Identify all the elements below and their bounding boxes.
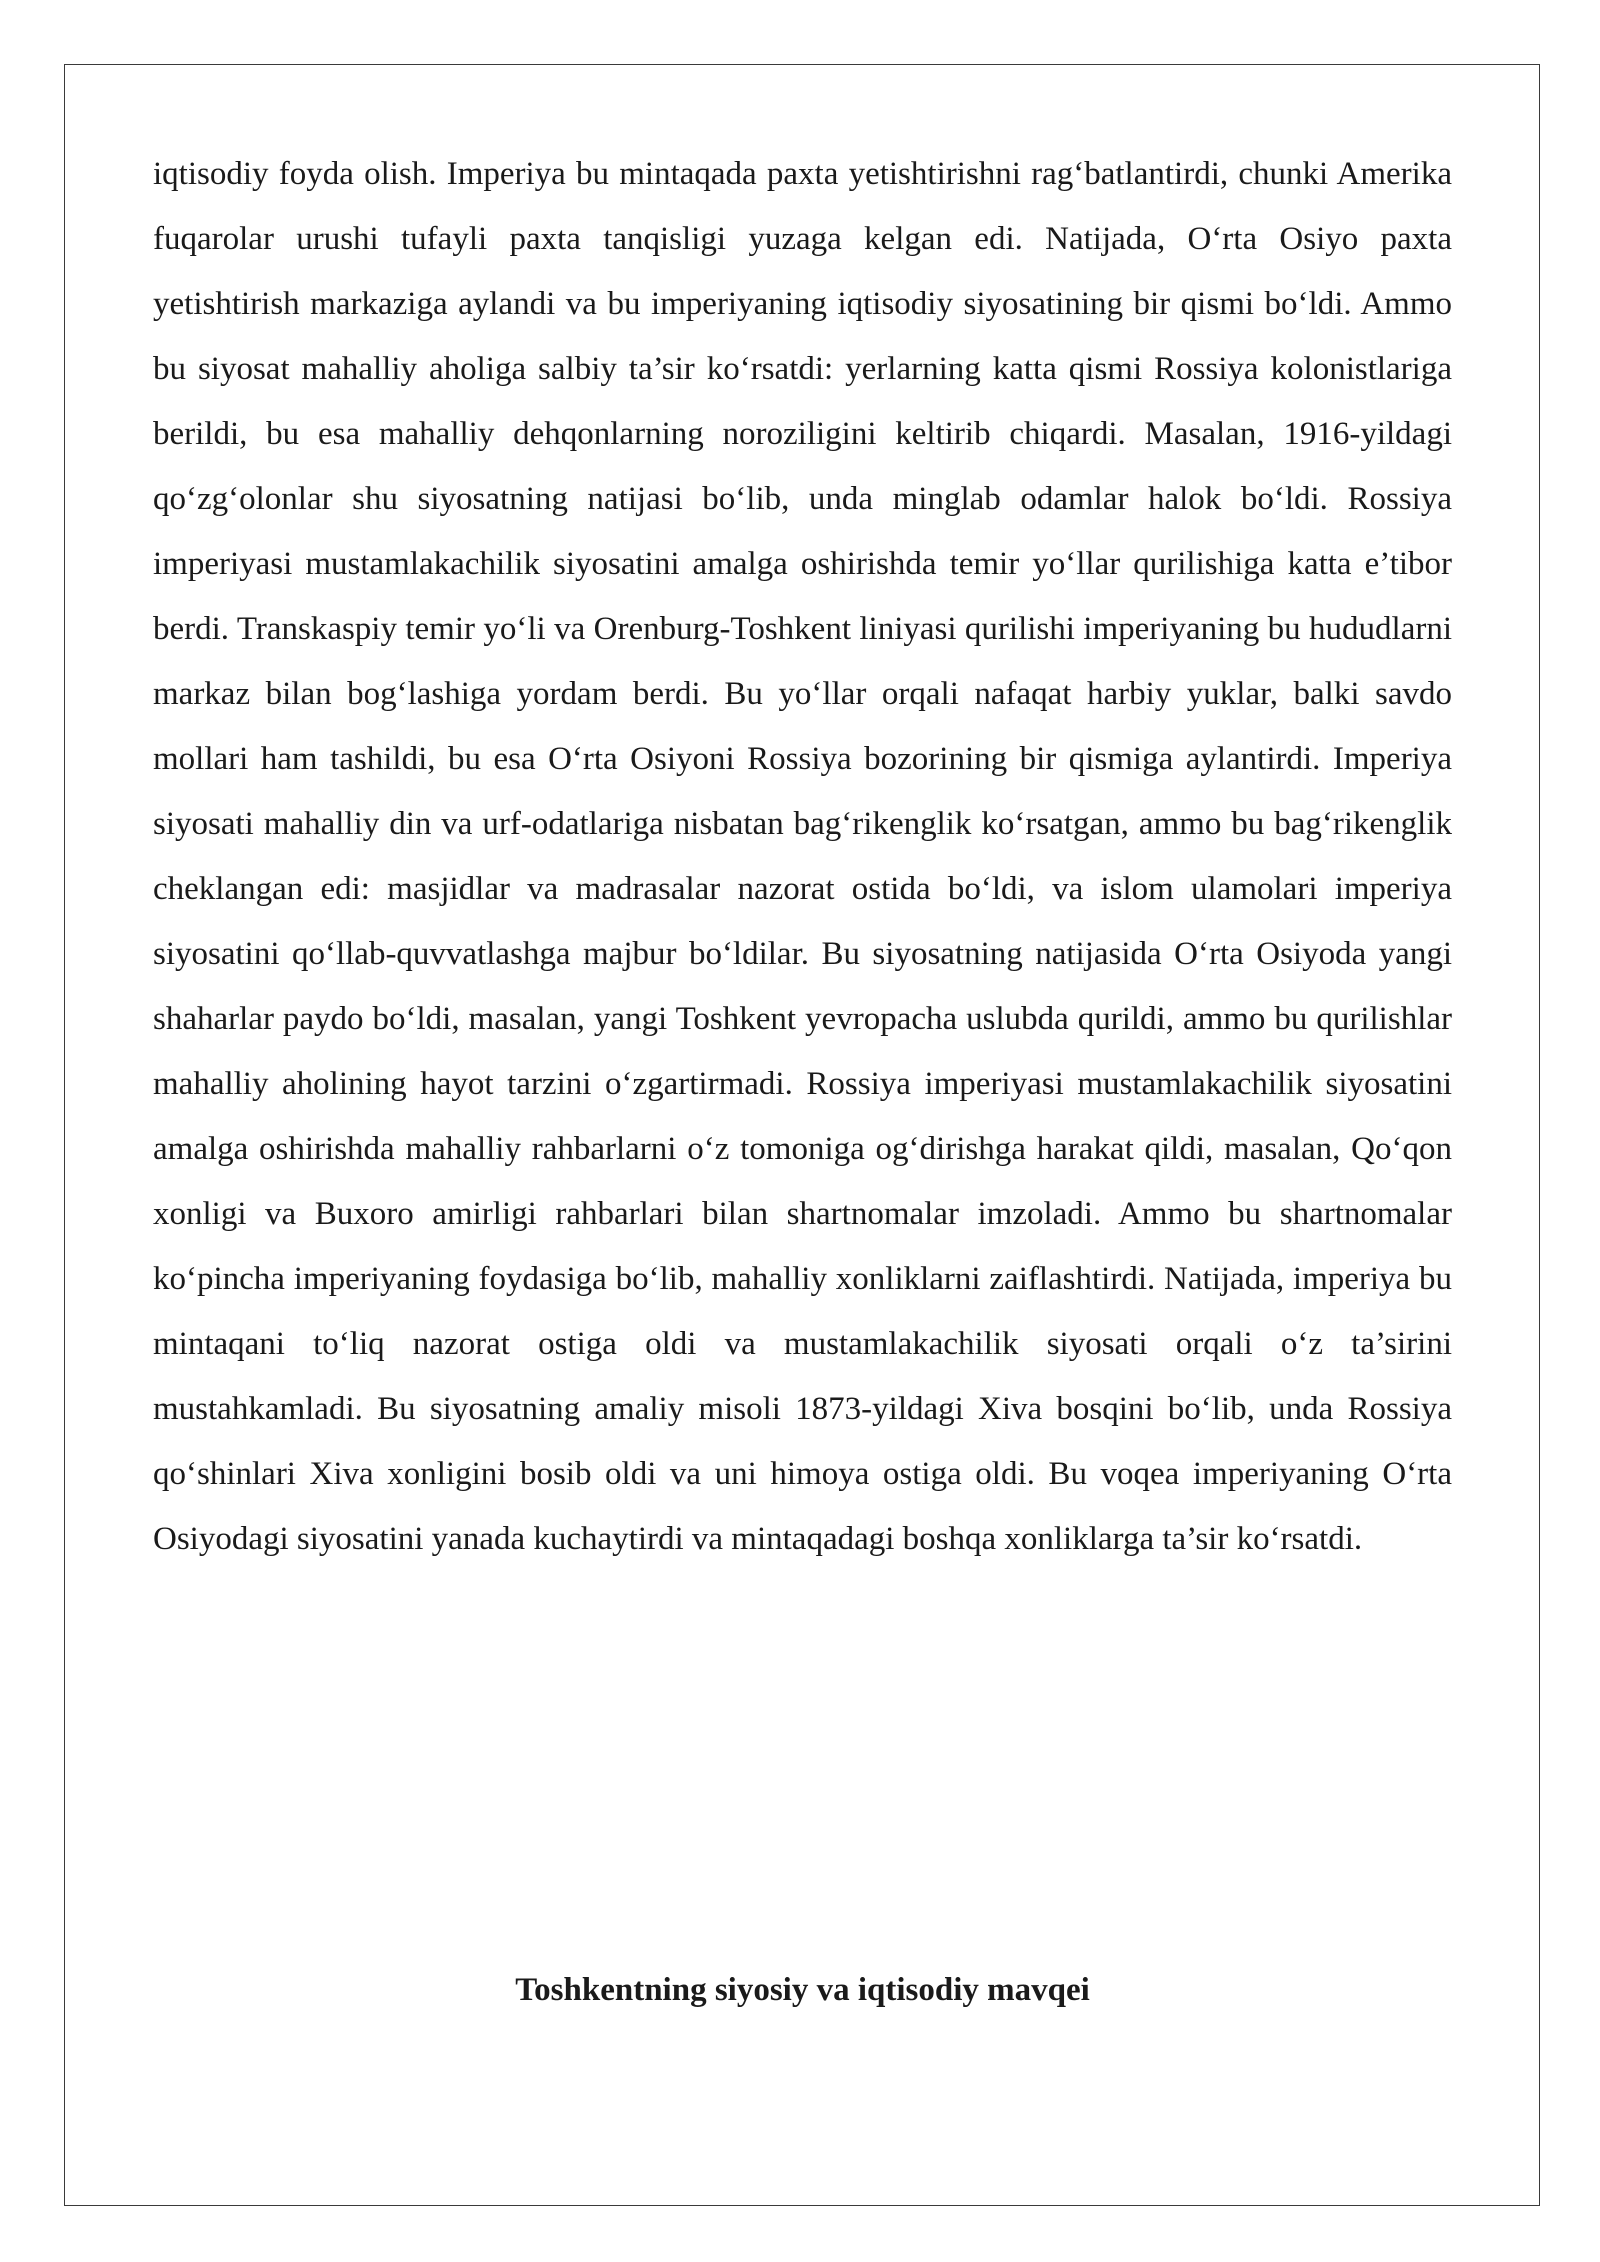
document-body xyxy=(153,142,1452,1572)
section-heading: Toshkentning siyosiy va iqtisodiy mavqei xyxy=(515,1972,1090,2008)
body-paragraph: iqtisodiy foyda olish. Imperiya bu mintaqada paxta yetishtirishni rag‘batlantirdi, chunki Amerika fuqarolar urushi tufayli paxta tanqisligi yuzaga kelgan edi. Natijada, O‘rta Osiyo paxta yetishtirish markaziga aylandi va bu imperiyaning iqtisodiy siyosatining bir qismi bo‘ldi. Ammo bu siyosat mahalliy aholiga salbiy ta’sir ko‘rsatdi: yerlarning katta qismi Rossiya kolonistlariga berildi, bu esa mahalliy dehqonlarning noroziligini keltirib chiqardi. Masalan, 1916-yildagi qo‘zg‘olonlar shu siyosatning natijasi bo‘lib, unda minglab odamlar halok bo‘ldi. Rossiya imperiyasi mustamlakachilik siyosatini amalga oshirishda temir yo‘llar qurilishiga katta e’tibor berdi. Transkaspiy temir yo‘li va Orenburg-Toshkent liniyasi qurilishi imperiyaning bu hududlarni markaz bilan bog‘lashiga yordam berdi. Bu yo‘llar orqali nafaqat harbiy yuklar, balki savdo mollari ham tashildi, bu esa O‘rta Osiyoni Rossiya bozorining bir qismiga aylantirdi. Imperiya siyosati mahalliy din va urf-odatlariga nisbatan bag‘rikenglik ko‘rsatgan, ammo bu bag‘rikenglik cheklangan edi: masjidlar va madrasalar nazorat ostida bo‘ldi, va islom ulamolari imperiya siyosatini qo‘llab-quvvatlashga majbur bo‘ldilar. Bu siyosatning natijasida O‘rta Osiyoda yangi shaharlar paydo bo‘ldi, masalan, yangi Toshkent yevropacha uslubda qurildi, ammo bu qurilishlar mahalliy aholining hayot tarzini o‘zgartirmadi. Rossiya imperiyasi mustamlakachilik siyosatini amalga oshirishda mahalliy rahbarlarni o‘z tomoniga og‘dirishga harakat qildi, masalan, Qo‘qon xonligi va Buxoro amirligi rahbarlari bilan shartnomalar imzoladi. Ammo bu shartnomalar ko‘pincha imperiyaning foydasiga bo‘lib, mahalliy xonliklarni zaiflashtirdi. Natijada, imperiya bu mintaqani to‘liq nazorat ostiga oldi va mustamlakachilik siyosati orqali o‘z ta’sirini mustahkamladi. Bu siyosatning amaliy misoli 1873-yildagi Xiva bosqini bo‘lib, unda Rossiya qo‘shinlari Xiva xonligini bosib oldi va uni himoya ostiga oldi. Bu voqea imperiyaning O‘rta Osiyodagi siyosatini yanada kuchaytirdi va mintaqadagi boshqa xonliklarga ta’sir ko‘rsatdi. xyxy=(153,156,1452,1557)
